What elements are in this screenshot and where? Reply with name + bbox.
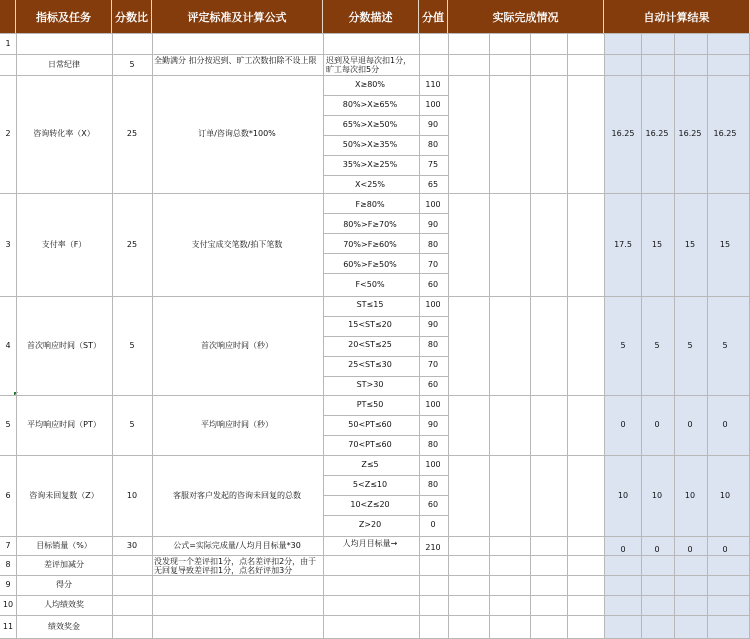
grid-subline	[323, 253, 448, 254]
score-value: 90	[427, 120, 439, 129]
weight-value: 5	[129, 59, 135, 69]
auto-result-value: 15	[651, 239, 663, 249]
auto-result-shading	[605, 34, 750, 639]
score-value: 90	[427, 220, 439, 229]
row-number: 5	[5, 420, 11, 429]
score-value: 80	[427, 240, 439, 249]
auto-result-value: 5	[654, 340, 660, 350]
auto-result-value: 0	[620, 420, 626, 429]
grid-vline	[448, 33, 449, 639]
score-description: 人均月目标量→	[342, 539, 398, 548]
auto-result-value: 5	[687, 340, 693, 350]
auto-result-value: 16.25	[611, 129, 635, 138]
grid-subline	[323, 175, 448, 176]
header-auto-result[interactable]: 自动计算结果	[604, 0, 750, 33]
score-value: 100	[425, 400, 441, 409]
grid-hline	[0, 575, 750, 576]
score-description: ST>30	[356, 380, 384, 389]
score-value: 100	[425, 300, 441, 309]
auto-result-value: 0	[620, 545, 626, 554]
weight-value: 25	[126, 129, 138, 138]
auto-result-value: 10	[651, 490, 663, 500]
score-description: 10<Z≤20	[350, 500, 390, 509]
score-value: 65	[427, 180, 439, 189]
score-description: PT≤50	[356, 400, 384, 409]
header-score-desc[interactable]: 分数描述	[323, 0, 419, 33]
score-value: 60	[427, 380, 439, 389]
auto-result-value: 0	[687, 420, 693, 429]
score-description: 35%>X≥25%	[342, 160, 398, 169]
grid-vline	[707, 33, 708, 639]
criteria-text: 首次响应时间（秒）	[201, 340, 273, 350]
grid-subline	[323, 213, 448, 214]
row-number: 7	[5, 540, 11, 550]
score-value: 90	[427, 320, 439, 329]
grid-subline	[323, 356, 448, 357]
score-value: 70	[427, 360, 439, 369]
criteria-text: 支付宝成交笔数/拍下笔数	[191, 239, 283, 249]
grid-vline	[674, 33, 675, 639]
grid-vline	[112, 33, 113, 639]
score-description: 70<PT≤60	[348, 440, 392, 449]
grid-subline	[323, 95, 448, 96]
score-description: X<25%	[355, 180, 385, 189]
auto-result-value: 10	[684, 490, 696, 500]
score-description: 20<ST≤25	[348, 340, 392, 349]
indicator-name: 差评加减分	[44, 560, 84, 569]
header-weight[interactable]: 分数比	[112, 0, 152, 33]
grid-subline	[323, 155, 448, 156]
score-description: 25<ST≤30	[348, 360, 392, 369]
score-description: X≥80%	[355, 80, 385, 89]
score-description: 80%>X≥65%	[342, 100, 398, 109]
grid-hline	[0, 75, 750, 76]
auto-result-value: 5	[620, 340, 626, 350]
grid-hline	[0, 296, 750, 297]
grid-subline	[323, 435, 448, 436]
row-number: 9	[5, 580, 11, 589]
grid-subline	[323, 495, 448, 496]
auto-result-value: 0	[722, 545, 728, 554]
grid-subline	[323, 115, 448, 116]
row-number: 11	[2, 621, 14, 631]
weight-value: 5	[129, 340, 135, 350]
grid-hline	[0, 193, 750, 194]
indicator-name: 人均绩效奖	[44, 600, 84, 609]
score-value: 110	[425, 80, 441, 89]
score-value: 210	[425, 543, 441, 552]
score-description: 50<PT≤60	[348, 420, 392, 429]
grid-vline	[152, 33, 153, 639]
score-description: F≥80%	[355, 200, 385, 209]
criteria-text: 订单/咨询总数*100%	[198, 129, 276, 138]
row-number: 1	[5, 38, 11, 48]
grid-hline	[0, 555, 750, 556]
header-indicator[interactable]: 指标及任务	[16, 0, 112, 33]
row-number: 6	[5, 490, 11, 500]
grid-hline	[0, 595, 750, 596]
auto-result-value: 16.25	[645, 129, 669, 138]
score-value: 75	[427, 160, 439, 169]
score-value: 90	[427, 420, 439, 429]
indicator-name: 咨询未回复数（Z）	[29, 490, 99, 500]
score-description: F<50%	[355, 280, 385, 289]
indicator-name: 支付率（F）	[41, 239, 87, 249]
score-description: Z>20	[358, 520, 382, 529]
row-number: 4	[5, 340, 11, 350]
grid-vline	[567, 33, 568, 639]
score-value: 100	[425, 460, 441, 469]
criteria-text: 没发现一个差评扣1分，点名差评扣2分，由于无回复导致差评扣1分，点名好评加3分	[154, 557, 317, 575]
score-value: 100	[425, 100, 441, 109]
auto-result-value: 10	[617, 490, 629, 500]
grid-subline	[323, 273, 448, 274]
score-description: 80%>F≥70%	[343, 220, 397, 229]
row-number: 2	[5, 129, 11, 138]
score-description: 70%>F≥60%	[343, 240, 397, 249]
score-value: 70	[427, 260, 439, 269]
grid-hline	[0, 33, 750, 34]
auto-result-value: 16.25	[713, 129, 737, 138]
auto-result-value: 17.5	[614, 239, 632, 249]
score-value: 80	[427, 140, 439, 149]
score-description: 60%>F≥50%	[343, 260, 397, 269]
auto-result-value: 16.25	[678, 129, 702, 138]
row-number: 3	[5, 239, 11, 249]
grid-hline	[0, 455, 750, 456]
header-score[interactable]: 分值	[419, 0, 448, 33]
score-value: 80	[427, 480, 439, 489]
row-number: 10	[2, 600, 14, 609]
grid-vline	[641, 33, 642, 639]
score-description: 50%>X≥35%	[342, 140, 398, 149]
score-description: 65%>X≥50%	[342, 120, 398, 129]
grid-subline	[323, 316, 448, 317]
auto-result-value: 10	[719, 490, 731, 500]
grid-hline	[0, 615, 750, 616]
grid-subline	[323, 415, 448, 416]
weight-value: 5	[129, 420, 135, 429]
score-value: 80	[427, 340, 439, 349]
grid-subline	[323, 336, 448, 337]
grid-subline	[323, 475, 448, 476]
grid-hline	[0, 536, 750, 537]
grid-hline	[0, 54, 750, 55]
score-description: 迟到及早退每次扣1分，旷工每次扣5分	[326, 56, 412, 74]
indicator-name: 平均响应时间（PT）	[27, 420, 101, 429]
score-value: 60	[427, 500, 439, 509]
criteria-text: 客服对客户发起的咨询未回复的总数	[173, 490, 301, 500]
grid-subline	[323, 135, 448, 136]
indicator-name: 得分	[56, 580, 72, 589]
grid-subline	[323, 233, 448, 234]
grid-vline	[489, 33, 490, 639]
score-description: 15<ST≤20	[348, 320, 392, 329]
grid-hline	[0, 395, 750, 396]
auto-result-value: 5	[722, 340, 728, 350]
auto-result-value: 15	[719, 239, 731, 249]
score-value: 80	[427, 440, 439, 449]
header-criteria[interactable]: 评定标准及计算公式	[152, 0, 323, 33]
indicator-name: 日常纪律	[48, 59, 80, 69]
header-actual[interactable]: 实际完成情况	[448, 0, 604, 33]
weight-value: 25	[126, 239, 138, 249]
score-value: 0	[430, 520, 436, 529]
auto-result-value: 0	[654, 545, 660, 554]
score-value: 100	[425, 200, 441, 209]
auto-result-value: 0	[722, 420, 728, 429]
score-description: ST≤15	[356, 300, 384, 309]
grid-subline	[323, 515, 448, 516]
auto-result-value: 0	[654, 420, 660, 429]
indicator-name: 首次响应时间（ST）	[27, 340, 101, 350]
criteria-text: 平均响应时间（秒）	[201, 420, 273, 429]
row-number: 8	[5, 560, 11, 569]
auto-result-value: 0	[687, 545, 693, 554]
weight-value: 30	[126, 540, 138, 550]
grid-vline	[16, 33, 17, 639]
score-description: Z≤5	[361, 460, 379, 469]
criteria-text: 公式=实际完成量/人均月目标量*30	[173, 540, 301, 550]
indicator-name: 咨询转化率（X）	[33, 129, 95, 138]
grid-vline	[530, 33, 531, 639]
grid-vline	[604, 33, 605, 639]
grid-subline	[323, 376, 448, 377]
header-corner	[0, 0, 16, 33]
indicator-name: 绩效奖金	[48, 621, 80, 631]
score-value: 60	[427, 280, 439, 289]
indicator-name: 目标销量（%）	[36, 540, 92, 550]
weight-value: 10	[126, 490, 138, 500]
auto-result-value: 15	[684, 239, 696, 249]
score-description: 5<Z≤10	[352, 480, 388, 489]
criteria-text: 全勤满分 扣分按迟到、旷工次数扣除不设上限	[154, 56, 317, 65]
